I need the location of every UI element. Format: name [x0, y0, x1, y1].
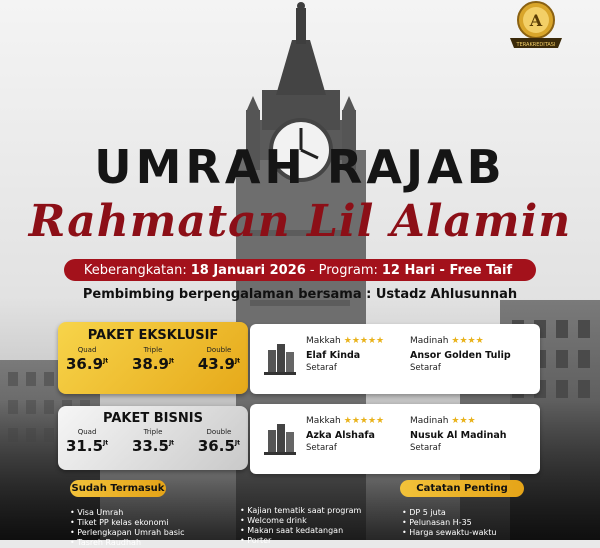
city-label: Madinah: [410, 416, 449, 426]
star-rating-icon: ★★★★★: [343, 416, 385, 426]
price-label: Double: [206, 428, 232, 436]
hotel-name: Azka Alshafa: [306, 430, 375, 441]
accreditation-badge: [506, 0, 566, 52]
guide-text: Pembimbing berpengalaman bersama : Ustadz Ahlusunnah: [82, 287, 518, 302]
price-quad: [66, 428, 108, 455]
price-value: 36.5: [197, 437, 235, 455]
price-value: 38.9: [131, 355, 169, 373]
city-label: Madinah: [410, 336, 449, 346]
list-item: • Makan saat kedatangan: [240, 526, 361, 536]
hotel-building-icon: [262, 422, 298, 456]
price-triple: [132, 428, 174, 455]
price-unit: Jt: [103, 439, 109, 447]
price-quad: [66, 346, 108, 373]
hotel-note: Setaraf: [306, 443, 337, 453]
price-triple: [132, 346, 174, 373]
package-name: PAKET EKSKLUSIF: [87, 328, 219, 343]
price-value: 43.9: [197, 355, 235, 373]
price-unit: Jt: [234, 439, 240, 447]
price-unit: Jt: [168, 357, 175, 365]
price-unit: Jt: [103, 357, 109, 365]
hotel-note: Setaraf: [306, 363, 337, 373]
notes-label: Catatan Penting: [400, 480, 524, 497]
package-eksklusif-card: [58, 322, 248, 394]
price-label: Quad: [77, 428, 97, 436]
hotel-building-icon: [262, 342, 298, 376]
price-label: Quad: [77, 346, 97, 354]
price-label: Double: [206, 346, 232, 354]
notes-list: [402, 508, 496, 538]
madinah-hotel: [410, 336, 511, 373]
departure-program: 12 Hari - Free Taif: [381, 262, 513, 278]
list-item: • Tasreh Raudhah: [70, 538, 185, 548]
city-label: Makkah: [306, 416, 341, 426]
price-value: 36.9: [66, 355, 104, 373]
list-item: • DP 5 juta: [402, 508, 496, 518]
makkah-hotel: [306, 336, 384, 373]
badge-text: TERAKREDITASI: [516, 42, 556, 48]
price-label: Triple: [143, 346, 163, 354]
page-subtitle: Rahmatan Lil Alamin: [28, 196, 572, 247]
package-bisnis-hotels: [250, 404, 540, 474]
hotel-name: Nusuk Al Madinah: [410, 430, 507, 441]
package-prices: [66, 346, 240, 373]
price-unit: Jt: [234, 357, 240, 365]
list-item: • Porter: [240, 536, 361, 546]
star-rating-icon: ★★★★★: [343, 336, 385, 346]
list-item: • Tiket PP kelas ekonomi: [70, 518, 185, 528]
makkah-hotel: [306, 416, 384, 453]
hotel-note: Setaraf: [410, 363, 441, 373]
price-value: 31.5: [66, 437, 104, 455]
package-eksklusif-hotels: [250, 324, 540, 394]
list-item: • Harga sewaktu-waktu: [402, 528, 496, 538]
list-item: • Perlengkapan Umrah basic: [70, 528, 185, 538]
hotel-name: Elaf Kinda: [306, 350, 361, 361]
city-label: Makkah: [306, 336, 341, 346]
departure-bar: [64, 259, 536, 281]
list-item: • Pelunasan H-35: [402, 518, 496, 528]
package-name: PAKET BISNIS: [103, 411, 203, 426]
hotel-note: Setaraf: [410, 443, 441, 453]
list-item: • Visa Umrah: [70, 508, 185, 518]
star-rating-icon: ★★★★: [451, 336, 484, 346]
star-rating-icon: ★★★: [451, 416, 476, 426]
included-list: [70, 508, 185, 548]
hotel-name: Ansor Golden Tulip: [410, 350, 511, 361]
departure-sep: - Program:: [309, 262, 378, 278]
badge-letter: A: [529, 11, 543, 30]
package-bisnis-card: [58, 406, 248, 470]
included-list-2: [240, 506, 361, 546]
price-label: Triple: [143, 428, 163, 436]
price-double: [198, 428, 240, 455]
price-value: 33.5: [131, 437, 169, 455]
list-item: • Welcome drink: [240, 516, 361, 526]
page-title: UMRAH RAJAB: [94, 140, 506, 194]
package-prices: [66, 428, 240, 455]
price-double: [198, 346, 240, 373]
madinah-hotel: [410, 416, 507, 453]
departure-label: Keberangkatan:: [83, 262, 187, 278]
list-item: • Kajian tematik saat program: [240, 506, 361, 516]
price-unit: Jt: [168, 439, 175, 447]
departure-date: 18 Januari 2026: [190, 262, 306, 278]
included-label: Sudah Termasuk: [70, 480, 166, 497]
